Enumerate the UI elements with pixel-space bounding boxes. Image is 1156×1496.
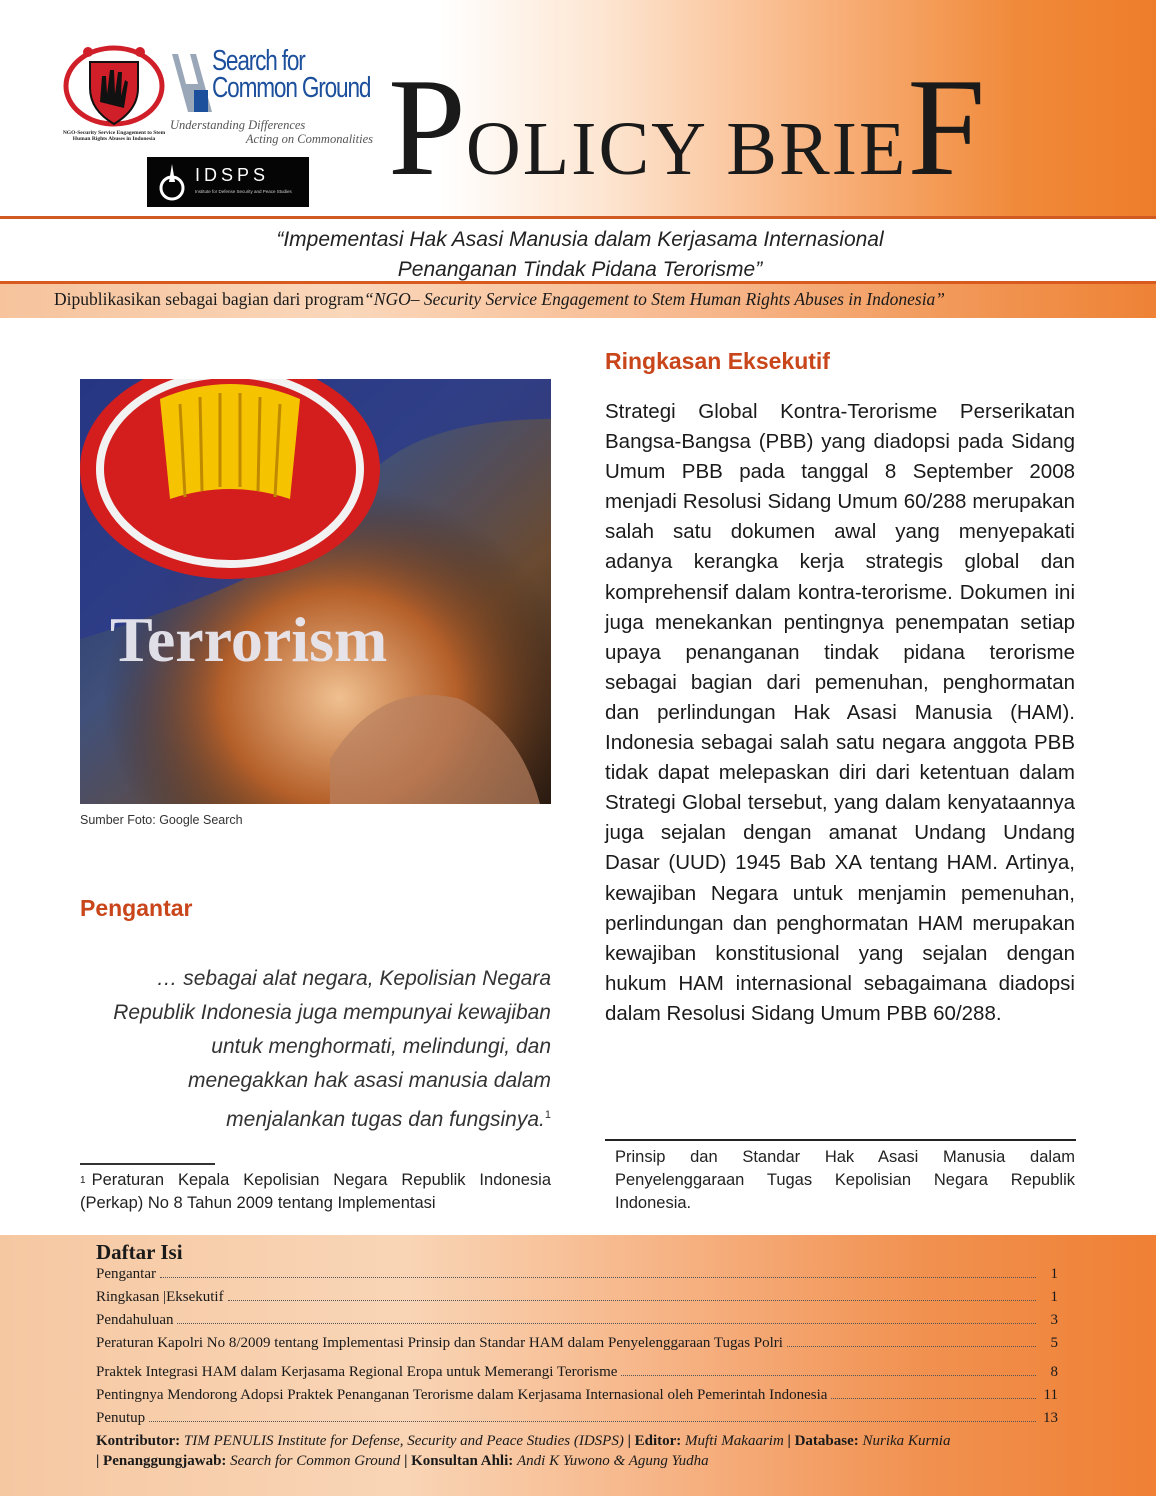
footnote-number: 1 — [80, 1175, 86, 1186]
sfcg-tagline — [170, 118, 375, 146]
toc-leader — [177, 1323, 1036, 1324]
toc-item[interactable] — [96, 1335, 1058, 1352]
toc-item-page: 3 — [1050, 1312, 1058, 1328]
title-middle: OLICY BRIE — [465, 107, 908, 191]
toc-item[interactable] — [96, 1364, 1058, 1381]
toc-item-page: 5 — [1050, 1335, 1058, 1351]
page-title — [388, 50, 986, 205]
toc-item-page: 13 — [1043, 1410, 1058, 1426]
header-rule — [0, 216, 1156, 219]
toc-leader — [831, 1398, 1036, 1399]
photo-overlay-text: Terrorism — [110, 604, 388, 675]
toc-item-label: Ringkasan |Eksekutif — [96, 1289, 224, 1305]
table-of-contents — [0, 1235, 1156, 1496]
sfcg-tagline-line1: Understanding Differences — [170, 118, 306, 132]
toc-item-page: 11 — [1043, 1387, 1058, 1403]
credits-line1 — [96, 1431, 1066, 1451]
database-label: | Database: — [787, 1433, 859, 1449]
sfcg-name-line2: Common Ground — [212, 72, 371, 104]
executive-summary: Strategi Global Kontra-Terorisme Perserikatan Bangsa-Bangsa (PBB) yang diadopsi pada Sidang Umum PBB pada tanggal 8 September 2008 menjadi Resolusi Sidang Umum 60/288 merupakan salah satu dokumen awal yang menyepakati adanya kerangka kerja strategis global dan komprehensif dalam kontra-terorisme. Dokumen ini juga menekankan pentingnya penempatan setiap upaya penanganan tindak pidana terorisme sebagai bagian dari pemenuhan, penghormatan dan perlindungan Hak Asasi Manusia (HAM). Indonesia sebagai salah satu negara anggota PBB tidak dapat melepaskan diri dari ketentuan dalam Strategi Global tersebut, yang dalam kenyataannya juga sejalan dengan amanat Undang Undang Dasar (UUD) 1945 Bab XA tentang HAM. Artinya, kewajiban Negara untuk menjamin pemenuhan, perlindungan dan penghormatan HAM merupakan kewajiban konstitusional yang sejalan dengan hukum HAM internasional sebagaimana diadopsi dalam Resolusi Sidang Umum PBB 60/288. — [605, 400, 1075, 1025]
ngo-logo-caption: NGO-Security Service Engagement to Stem Human Rights Abuses in Indonesia — [62, 130, 166, 142]
title-initial: P — [388, 50, 466, 205]
editor-label: | Editor: — [627, 1433, 682, 1449]
idsps-subtitle: Institute for Defense Security and Peace Studies — [195, 189, 292, 194]
toc-item[interactable] — [96, 1410, 1058, 1427]
toc-item[interactable] — [96, 1289, 1058, 1306]
toc-leader — [228, 1300, 1036, 1301]
footnote — [80, 1169, 551, 1215]
toc-item[interactable] — [96, 1312, 1058, 1329]
toc-item-label: Pendahuluan — [96, 1312, 174, 1328]
quote-footnote-ref: 1 — [544, 1109, 551, 1121]
heading-ringkasan-eksekutif: Ringkasan Eksekutif — [605, 348, 830, 374]
footnote-continuation: Prinsip dan Standar Hak Asasi Manusia dalam Penyelenggaraan Tugas Kepolisian Negara Republik Indonesia. — [615, 1148, 1075, 1212]
document-subtitle — [170, 225, 990, 285]
sfcg-name-line1: Search for — [212, 45, 305, 77]
toc-item-page: 1 — [1050, 1266, 1058, 1282]
toc-item-label: Penutup — [96, 1410, 146, 1426]
editor-value: Mufti Makaarim — [685, 1433, 784, 1449]
toc-leader — [149, 1421, 1036, 1422]
title-final: F — [907, 50, 986, 205]
sfcg-logo — [170, 45, 380, 152]
photo-caption: Sumber Foto: Google Search — [80, 813, 243, 827]
toc-item-label: Pengantar — [96, 1266, 156, 1282]
toc-item-label: Pentingnya Mendorong Adopsi Praktek Penanganan Terorisme dalam Kerjasama Internasional oleh Pemerintah Indonesia — [96, 1387, 828, 1403]
sfcg-tagline-line2: Acting on Commonalities — [245, 132, 373, 146]
credits-line2 — [96, 1451, 1066, 1471]
heading-pengantar: Pengantar — [80, 895, 193, 921]
penanggungjawab-value: Search for Common Ground — [230, 1453, 401, 1469]
konsultan-value: Andi K Yuwono & Agung Yudha — [517, 1453, 709, 1469]
program-name: “NGO– Security Service Engagement to Stem Human Rights Abuses in Indonesia” — [364, 289, 946, 309]
toc-leader — [787, 1346, 1036, 1347]
toc-leader — [160, 1277, 1036, 1278]
program-banner — [0, 281, 1156, 318]
intro-quote — [90, 962, 551, 1137]
penanggungjawab-label: | Penanggungjawab: — [96, 1453, 227, 1469]
idsps-logo — [147, 157, 309, 207]
subtitle-line1: “Impementasi Hak Asasi Manusia dalam Kerjasama Internasional — [276, 228, 884, 251]
footnote-text: Peraturan Kepala Kepolisian Negara Republik Indonesia (Perkap) No 8 Tahun 2009 tentang Implementasi — [80, 1171, 551, 1212]
toc-item-page: 1 — [1050, 1289, 1058, 1305]
toc-title: Daftar Isi — [96, 1240, 183, 1264]
sfcg-name — [212, 45, 371, 104]
kontributor-label: Kontributor: — [96, 1433, 181, 1449]
toc-item[interactable] — [96, 1266, 1058, 1283]
right-footnote-rule — [605, 1139, 1076, 1141]
subtitle-line2: Penanganan Tindak Pidana Terorisme” — [397, 258, 763, 281]
database-value: Nurika Kurnia — [862, 1433, 951, 1449]
konsultan-label: | Konsultan Ahli: — [404, 1453, 514, 1469]
toc-item-page: 8 — [1050, 1364, 1058, 1380]
toc-item-label: Praktek Integrasi HAM dalam Kerjasama Regional Eropa untuk Memerangi Terorisme — [96, 1364, 618, 1380]
program-prefix: Dipublikasikan sebagai bagian dari program — [54, 289, 365, 309]
toc-item[interactable] — [96, 1387, 1058, 1404]
quote-text: … sebagai alat negara, Kepolisian Negara Republik Indonesia juga mempunyai kewajiban untuk menghormati, melindungi, dan menegakkan hak asasi manusia dalam menjalankan tugas dan fungsinya. — [113, 967, 551, 1131]
footnote-rule — [80, 1163, 215, 1165]
terrorism-photo — [80, 379, 551, 804]
kontributor-value: TIM PENULIS Institute for Defense, Security and Peace Studies (IDSPS) — [183, 1433, 624, 1449]
toc-leader — [621, 1375, 1036, 1376]
idsps-emblem-icon — [157, 162, 187, 202]
toc-item-label: Peraturan Kapolri No 8/2009 tentang Implementasi Prinsip dan Standar HAM dalam Penyelenggaraan Tugas Polri — [96, 1335, 783, 1351]
idsps-name: IDSPS — [195, 165, 270, 185]
